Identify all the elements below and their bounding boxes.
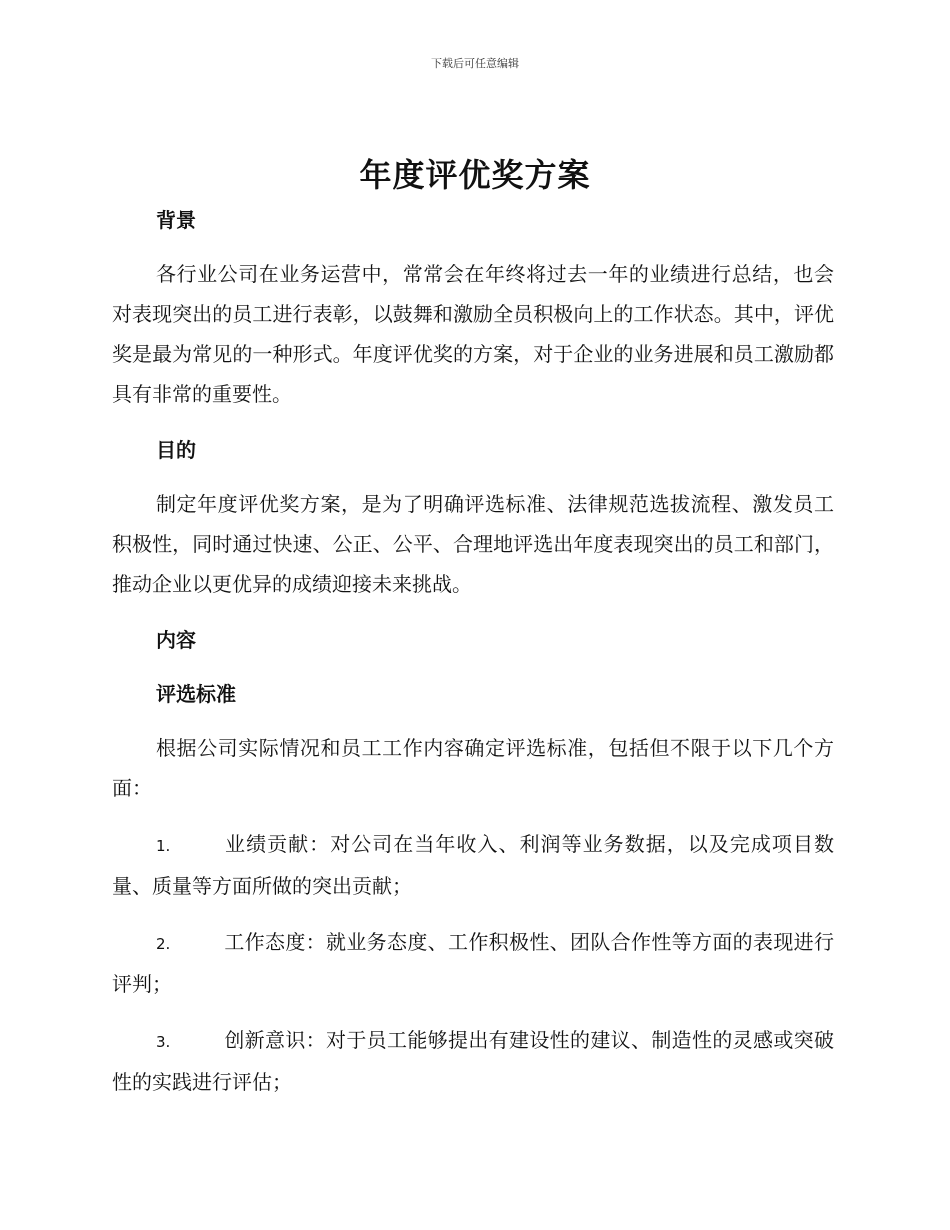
list-item-text: 创新意识：对于员工能够提出有建设性的建议、制造性的灵感或突破性的实践进行评估； [112,1028,834,1094]
list-item-text: 工作态度：就业务态度、工作积极性、团队合作性等方面的表现进行评判； [112,930,834,996]
list-item-text: 业绩贡献：对公司在当年收入、利润等业务数据，以及完成项目数量、质量等方面所做的突出贡献； [112,832,834,898]
criteria-intro-paragraph: 根据公司实际情况和员工工作内容确定评选标准，包括但不限于以下几个方面： [112,736,834,800]
list-number: 3. [156,1033,171,1051]
document-body [112,200,834,1102]
background-paragraph: 各行业公司在业务运营中，常常会在年终将过去一年的业绩进行总结，也会对表现突出的员工进行表彰，以鼓舞和激励全员积极向上的工作状态。其中，评优奖是最为常见的一种形式。年度评优奖的方案，对于企业的业务进展和员工激励都具有非常的重要性。 [112,262,834,406]
list-item [112,1020,834,1102]
list-number: 2. [156,935,171,953]
section-heading-content: 内容 [156,628,196,652]
header-note: 下载后可任意编辑 [431,57,519,70]
section-heading-criteria: 评选标准 [156,682,236,706]
list-item [112,824,834,906]
purpose-paragraph: 制定年度评优奖方案，是为了明确评选标准、法律规范选拔流程、激发员工积极性，同时通过快速、公正、公平、合理地评选出年度表现突出的员工和部门，推动企业以更优异的成绩迎接未来挑战。 [112,492,834,596]
document-title: 年度评优奖方案 [359,156,591,194]
list-item [112,922,834,1004]
section-heading-background: 背景 [156,208,196,232]
section-heading-purpose: 目的 [156,438,196,462]
list-number: 1. [156,837,171,855]
